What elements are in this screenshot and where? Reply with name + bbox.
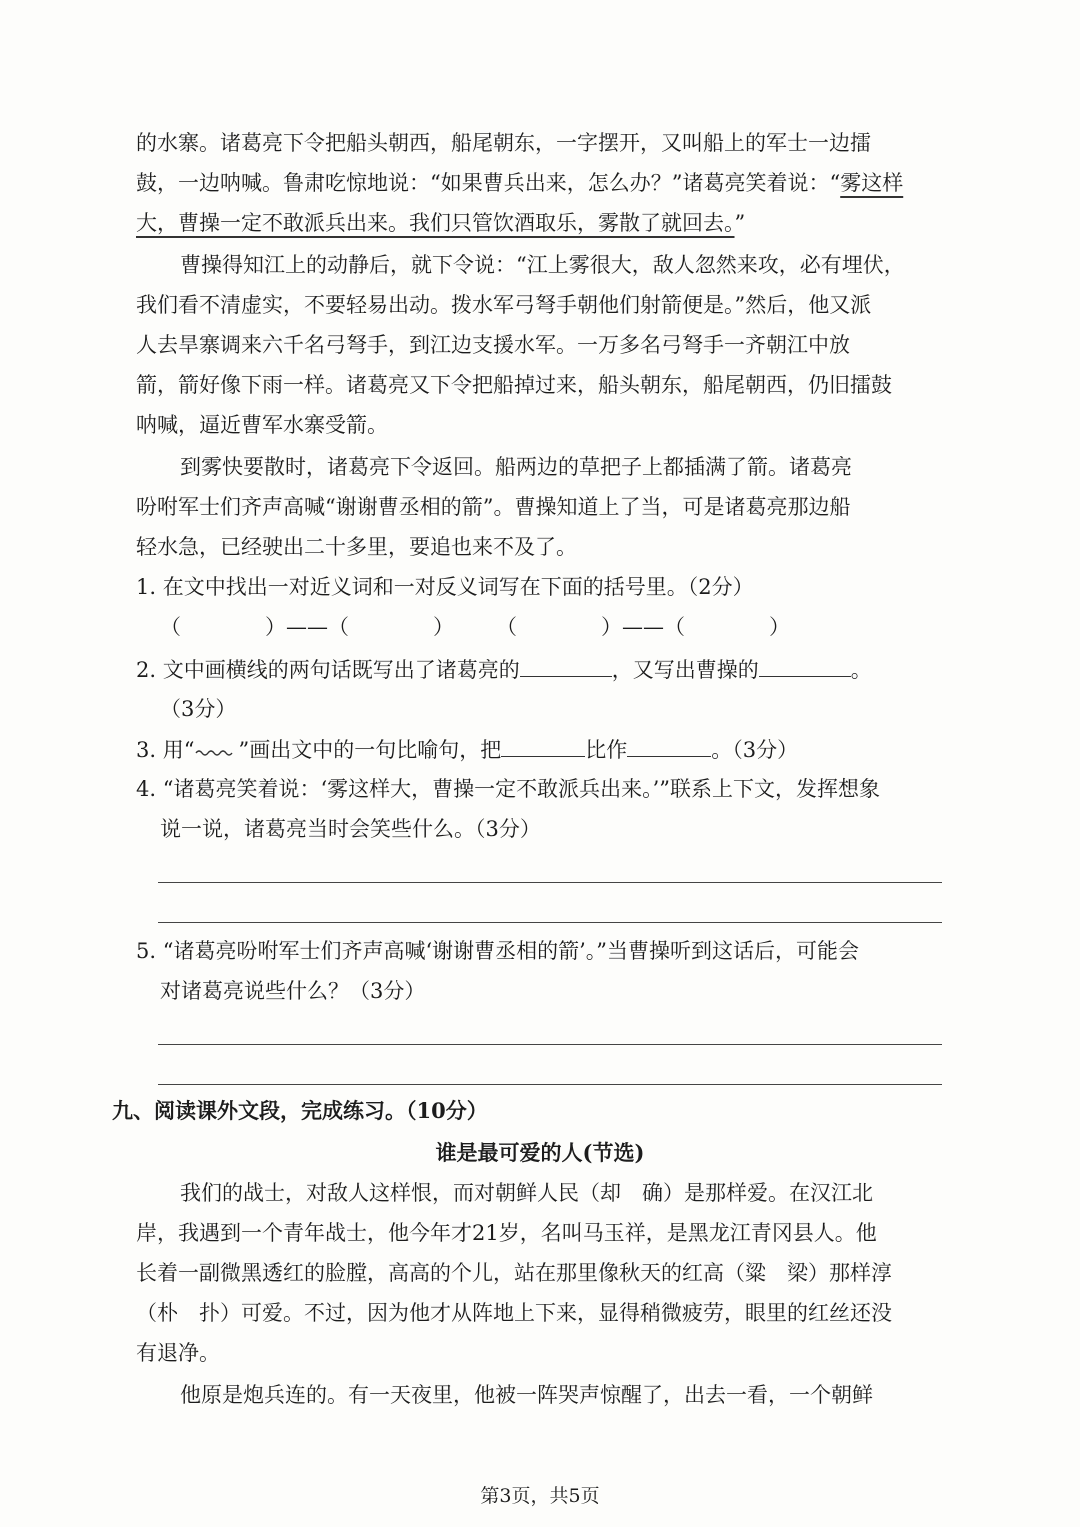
underlined-text: 我们只管饮酒取乐，雾散了就回去。: [409, 211, 735, 235]
question-5-cont: 对诸葛亮说些什么？（3分）: [160, 979, 426, 1003]
underlined-text: 雾这样: [840, 171, 904, 195]
text-span: 2. 文中画横线的两句话既写出了诸葛亮的: [136, 658, 520, 682]
passage-line: 曹操得知江上的动静后，就下令说：“江上雾很大，敌人忽然来攻，必有埋伏，: [180, 253, 905, 277]
text-span: 。: [850, 658, 872, 682]
passage-line: 到雾快要散时，诸葛亮下令返回。船两边的草把子上都插满了箭。诸葛亮: [180, 455, 852, 479]
passage-line: 岸，我遇到一个青年战士，他今年才21岁，名叫马玉祥，是黑龙江青冈县人。他: [136, 1221, 877, 1245]
text-span: ，又写出曹操的: [611, 658, 759, 682]
underlined-text: 大，曹操一定不敢派兵出来。: [136, 211, 409, 235]
passage-line: 呐喊，逼近曹军水寨受箭。: [136, 413, 388, 437]
passage-line: （朴 扑）可爱。不过，因为他才从阵地上下来，显得稍微疲劳，眼里的红丝还没: [136, 1301, 892, 1325]
question-4: 4. “诸葛亮笑着说：‘雾这样大，曹操一定不敢派兵出来。’”联系上下文，发挥想象: [136, 777, 881, 801]
text-span: 鼓，一边呐喊。鲁肃吃惊地说：“如果曹兵出来，怎么办？”诸葛亮笑着说：“: [136, 171, 841, 195]
passage-line: 他原是炮兵连的。有一天夜里，他被一阵哭声惊醒了，出去一看，一个朝鲜: [180, 1383, 873, 1407]
passage-line: [136, 168, 903, 198]
section-heading: 九、阅读课外文段，完成练习。（10分）: [112, 1098, 488, 1123]
text-span: 。（3分）: [711, 738, 799, 762]
question-3: [136, 734, 798, 765]
passage-line: 吩咐军士们齐声高喊“谢谢曹丞相的箭”。曹操知道上了当，可是诸葛亮那边船: [136, 495, 851, 519]
page-number: 第3页，共5页: [480, 1485, 600, 1507]
question-2: [136, 654, 872, 685]
passage-line: 长着一副微黑透红的脸膛，高高的个儿，站在那里像秋天的红高（粱 梁）那样淳: [136, 1261, 892, 1285]
question-2-score: （3分）: [160, 697, 237, 721]
text-span: 比作: [585, 738, 628, 762]
answer-line[interactable]: [158, 922, 942, 923]
question-4-cont: 说一说，诸葛亮当时会笑些什么。（3分）: [160, 817, 541, 841]
passage-line: 轻水急，已经驶出二十多里，要追也来不及了。: [136, 535, 577, 559]
answer-line[interactable]: [158, 882, 942, 883]
answer-line[interactable]: [158, 1084, 942, 1085]
text-span: ”画出文中的一句比喻句，把: [238, 738, 502, 762]
question-5: 5. “诸葛亮吩咐军士们齐声高喊‘谢谢曹丞相的箭’。”当曹操听到这话后，可能会: [136, 939, 860, 963]
passage-line: 我们看不清虚实，不要轻易出动。拨水军弓弩手朝他们射箭便是。”然后，他又派: [136, 293, 872, 317]
text-span: 3. 用“: [136, 738, 195, 762]
passage-line: 的水寨。诸葛亮下令把船头朝西，船尾朝东，一字摆开，又叫船上的军士一边擂: [136, 131, 871, 155]
answer-blank[interactable]: [759, 654, 851, 677]
answer-blank[interactable]: [520, 654, 612, 677]
passage-line: 有退净。: [136, 1341, 220, 1365]
passage-line: 我们的战士，对敌人这样恨，而对朝鲜人民（却 确）是那样爱。在汉江北: [180, 1181, 873, 1205]
answer-line[interactable]: [158, 1044, 942, 1045]
answer-brackets-q1[interactable]: （ ）——（ ） （ ）——（ ）: [160, 615, 790, 639]
question-1: 1. 在文中找出一对近义词和一对反义词写在下面的括号里。（2分）: [136, 575, 754, 599]
passage-line: 人去旱寨调来六千名弓弩手，到江边支援水军。一万多名弓弩手一齐朝江中放: [136, 333, 850, 357]
answer-blank[interactable]: [627, 734, 711, 757]
answer-blank[interactable]: [501, 734, 585, 757]
passage-title: 谁是最可爱的人(节选): [435, 1140, 645, 1165]
wavy-line-icon: [194, 735, 238, 765]
passage-line: [136, 208, 745, 238]
passage-line: 箭，箭好像下雨一样。诸葛亮又下令把船掉过来，船头朝东，船尾朝西，仍旧擂鼓: [136, 373, 892, 397]
text-span: ”: [734, 211, 746, 235]
